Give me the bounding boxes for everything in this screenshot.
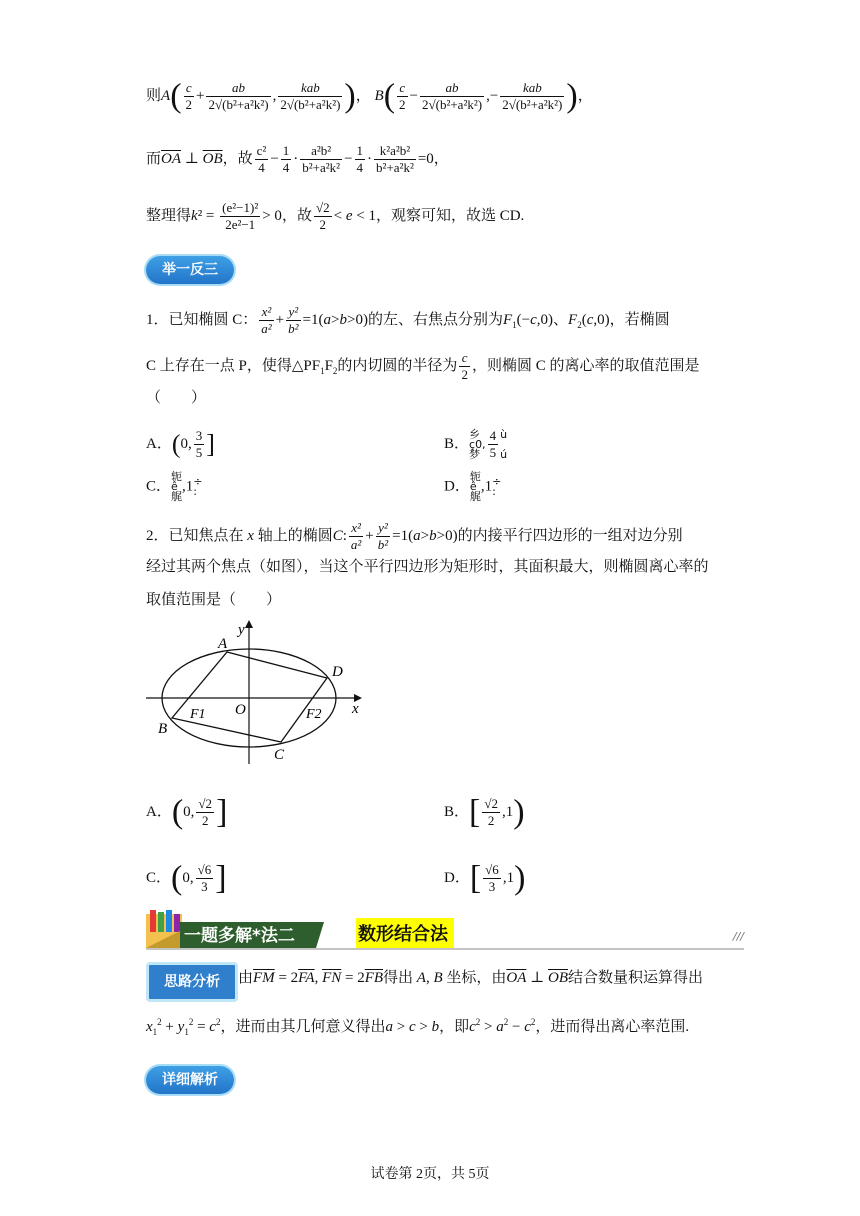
q2-option-a-label: A．: [146, 803, 172, 820]
text-comma: ，: [355, 87, 371, 104]
fig-label-o: O: [235, 702, 246, 718]
fig-label-x: x: [352, 701, 359, 717]
q2-option-d[interactable]: D．[ $\frac{√6}{3}$ ,1): [444, 859, 526, 897]
q1-option-c[interactable]: C．轭 ê 艉,1÷ :: [146, 470, 203, 503]
method-banner: [146, 910, 744, 950]
analysis-text-a: 由: [238, 970, 254, 986]
q1-line-3: （ ）: [146, 390, 207, 406]
q2-option-b[interactable]: B．[ $\frac{√2}{2}$ ,1): [444, 793, 525, 831]
point-b-label: B: [374, 87, 384, 104]
analysis-text-f: ，即: [439, 1019, 470, 1035]
q1-line-2: C 上存在一点 P，使得$\triangle PF_1F_2$的内切圆的半径为 $\frac{c}{2}$ ，则椭圆 C 的离心率的取值范围是: [146, 350, 700, 382]
q1-option-b-label: B．: [444, 435, 470, 452]
banner-slashes: ///: [732, 930, 744, 943]
q1-text-b: 的左、右焦点分别为: [367, 311, 503, 328]
fig-label-d: D: [332, 664, 343, 680]
q2-text-b: 轴上的椭圆: [257, 527, 333, 544]
text-er: 而: [146, 150, 162, 167]
q1-option-a-label: A．: [146, 435, 172, 452]
q1-option-a[interactable]: A．(0, $\frac{3}{5}$ ]: [146, 428, 215, 460]
badge-siluofenxi: 思路分析: [146, 962, 238, 1002]
q2-text-x: x: [247, 527, 254, 544]
q1-text-f: F: [324, 357, 333, 374]
solution-line-3: 整理得k² = $\frac{\text{(e²−1)²}}{\text{2e²−1}}$ > 0，故 $\frac{√2}{2}$ < e < 1，观察可知，故选 CD.: [146, 200, 525, 232]
q1-option-d[interactable]: D．轭 ê 艉,1÷ :: [444, 470, 502, 503]
text-gu: ，故: [222, 150, 253, 167]
q2-line-2: 经过其两个焦点（如图），当这个平行四边形为矩形时，其面积最大，则椭圆离心率的: [146, 559, 709, 575]
analysis-text-d: 结合数量积运算得出: [568, 970, 704, 986]
ellipse-figure: [146, 618, 376, 768]
fig-label-f2: F2: [306, 707, 322, 722]
text-end: ，: [577, 87, 593, 104]
q2-option-a[interactable]: A．(0, $\frac{√2}{2}$ ]: [146, 793, 228, 831]
analysis-line-1: 由$\overline{FM} = 2\overline{FA}$, $\overline{FN} = 2\overline{FB}$得出 A, B 坐标，由$\overline{OA}$ ⊥ $\overline{OB}$结合数量积运算得出: [238, 970, 704, 986]
text-conclusion: ，观察可知，故选 CD.: [375, 207, 525, 224]
analysis-text-b: 得出: [383, 970, 414, 986]
analysis-text-e: ，进而由其几何意义得出: [220, 1019, 386, 1035]
q1-text-g: 的内切圆的半径为: [337, 357, 458, 374]
badge-xiangxijiexi: 详细解析: [146, 1066, 234, 1094]
q1-option-d-label: D．: [444, 478, 470, 495]
q1-text-c: 、: [553, 311, 569, 328]
page-footer: 试卷第 2页，共 5页: [370, 1167, 490, 1182]
q2-option-d-label: D．: [444, 869, 470, 886]
fig-label-b: B: [158, 721, 168, 737]
analysis-text-c: 坐标，由: [446, 970, 507, 986]
badge-juyifansan: 举一反三: [146, 256, 234, 284]
text-gu2: ，故: [281, 207, 312, 224]
q2-text-c: 的内接平行四边形的一组对边分别: [457, 527, 683, 544]
banner-right-label: 数形结合法: [358, 924, 448, 945]
q2-option-b-label: B．: [444, 803, 470, 820]
q2-option-c-label: C．: [146, 869, 172, 886]
text-eq: =0，: [417, 150, 449, 167]
analysis-line-2: $x_1^2 + y_1^2 = c^2$，进而由其几何意义得出a > c > b，即$c^2 > a^2 - c^2$，进而得出离心率范围.: [146, 1017, 690, 1037]
q2-option-c[interactable]: C．(0, $\frac{√6}{3}$ ]: [146, 859, 227, 897]
q1-option-b[interactable]: B．乡 ç0, 梦 $\frac{4}{5}$ ù ú: [444, 427, 508, 461]
fig-label-f1: F1: [190, 707, 206, 722]
q1-text-d: ，若椭圆: [609, 311, 670, 328]
q1-text-a: 1．已知椭圆 C：: [146, 311, 258, 328]
solution-line-2: 而$\overline{OA}$ ⊥ $\overline{OB}$，故 $\frac{\text{c²}}{4}$ − $\frac{1}{4}$ · $\frac{\text{a²b²}}{\text{b²+a²k²}}$ − $\frac{1}{4}$ · $\frac{\text{k²a²b²}}{\text{b²+a²k²}}$ =0，: [146, 143, 449, 175]
q1-text-h: ，则椭圆 C 的离心率的取值范围是: [471, 357, 700, 374]
banner-left-label: 一题多解*法二: [184, 926, 295, 946]
q2-text-a: 2．已知焦点在: [146, 527, 244, 544]
fig-label-c: C: [274, 747, 285, 763]
q1-text-e: C 上存在一点 P，使得△PF: [146, 357, 321, 374]
fig-label-a: A: [218, 636, 228, 652]
fig-label-y: y: [238, 622, 245, 638]
q1-line-1: 1．已知椭圆 C： $\frac{\text{x²}}{\text{a²}}$ + $\frac{\text{y²}}{\text{b²}}$ =1(a>b>0)的左、右焦点分别为$F_1(-c,0)$、$F_2(c,0)$，若椭圆: [146, 304, 670, 336]
q2-line-3: 取值范围是（ ）: [146, 592, 282, 608]
text-ze: 则: [146, 87, 162, 104]
solution-line-1: 则A( $\frac{c}{2}$ + $\frac{ab}{\text{2√(b²+a²k²)}}$ , $\frac{\text{kab}}{\text{2√(b²+a²k²)}}$ )， B( $\frac{c}{2}$ − $\frac{ab}{\text{2√(b²+a²k²)}}$ ,− $\frac{\text{kab}}{\text{2√(b²+a²k²)}}$ )，: [146, 77, 593, 115]
analysis-text-g: ，进而得出离心率范围.: [535, 1019, 690, 1035]
q2-line-1: 2．已知焦点在 x 轴上的椭圆C: $\frac{\text{x²}}{\text{a²}}$ + $\frac{\text{y²}}{\text{b²}}$ =1(a>b>0)的内接平行四边形的一组对边分别: [146, 520, 683, 552]
q1-option-c-label: C．: [146, 478, 172, 495]
text-zhenglide: 整理得: [146, 207, 192, 224]
point-a-label: A: [161, 87, 171, 104]
